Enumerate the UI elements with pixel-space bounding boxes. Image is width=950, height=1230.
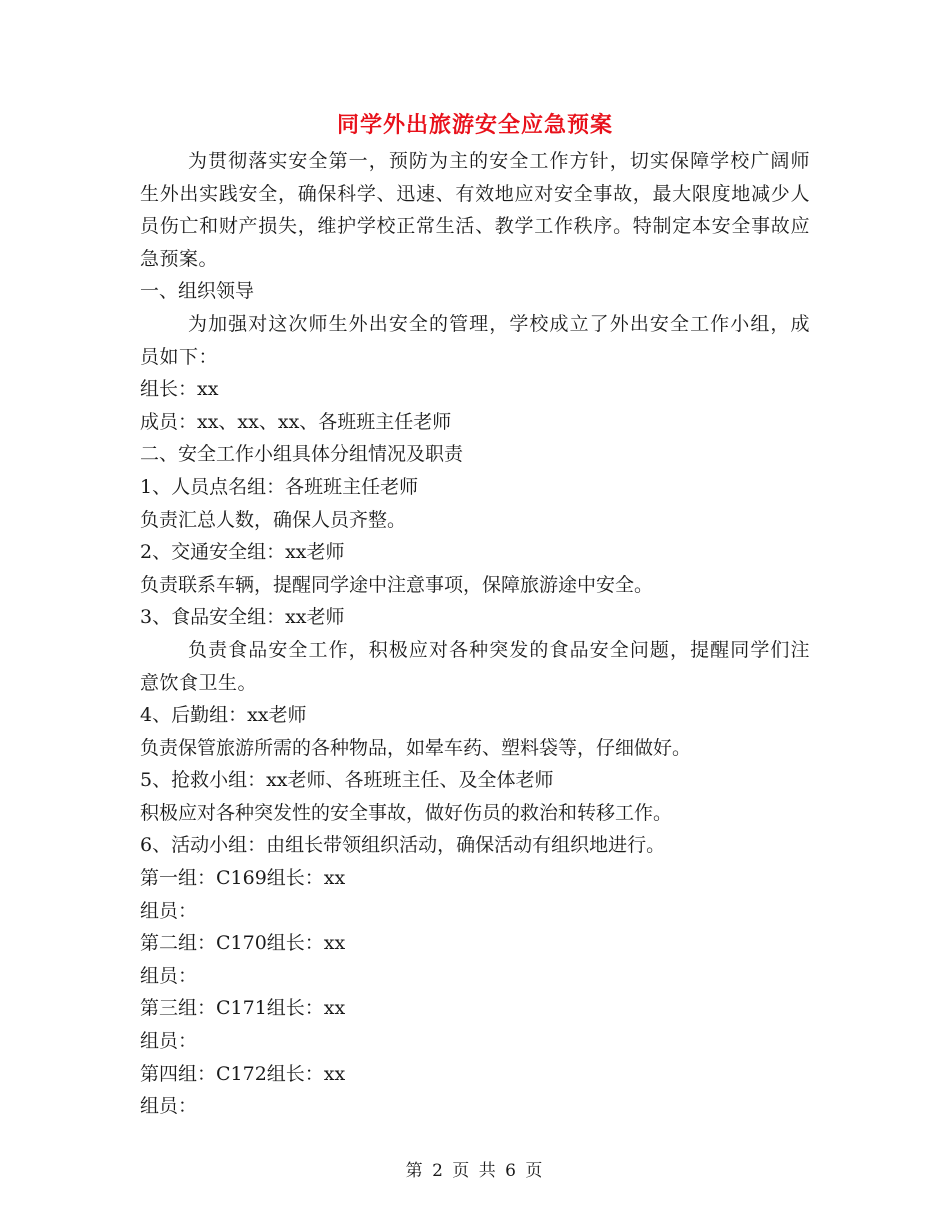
intro-paragraph: 为贯彻落实安全第一，预防为主的安全工作方针，切实保障学校广阔师生外出实践安全，确保科学、迅速、有效地应对安全事故，最大限度地减少人员伤亡和财产损失，维护学校正常生活、教学工作秩序。特制定本安全事故应急预案。 bbox=[140, 150, 810, 270]
group-2-desc: 负责联系车辆，提醒同学途中注意事项，保障旅游途中安全。 bbox=[140, 573, 654, 596]
section-heading-groups: 二、安全工作小组具体分组情况及职责 bbox=[140, 443, 464, 466]
members-line: 成员：xx、xx、xx、各班班主任老师 bbox=[140, 410, 452, 433]
organization-paragraph: 为加强对这次师生外出安全的管理，学校成立了外出安全工作小组，成员如下： bbox=[140, 312, 810, 368]
page-footer: 第 2 页 共 6 页 bbox=[405, 1161, 545, 1181]
group-1-desc: 负责汇总人数，确保人员齐整。 bbox=[140, 508, 407, 531]
group-1-title: 1、人员点名组：各班班主任老师 bbox=[140, 475, 419, 498]
team-4-members: 组员： bbox=[140, 1095, 198, 1118]
document-body bbox=[140, 145, 810, 1123]
group-3-title: 3、食品安全组：xx老师 bbox=[140, 606, 345, 629]
document-title: 同学外出旅游安全应急预案 bbox=[336, 112, 613, 138]
team-2-line: 第二组：C170组长：xx bbox=[140, 932, 346, 955]
team-1-line: 第一组：C169组长：xx bbox=[140, 867, 346, 890]
group-4-title: 4、后勤组：xx老师 bbox=[140, 704, 307, 727]
team-2-members: 组员： bbox=[140, 964, 198, 987]
team-1-members: 组员： bbox=[140, 899, 198, 922]
group-3-desc: 负责食品安全工作，积极应对各种突发的食品安全问题，提醒同学们注意饮食卫生。 bbox=[140, 638, 810, 694]
group-5-title: 5、抢救小组：xx老师、各班班主任、及全体老师 bbox=[140, 769, 554, 792]
group-5-desc: 积极应对各种突发性的安全事故，做好伤员的救治和转移工作。 bbox=[140, 801, 673, 824]
section-heading-organization: 一、组织领导 bbox=[140, 280, 255, 303]
leader-line: 组长：xx bbox=[140, 378, 219, 401]
group-4-desc: 负责保管旅游所需的各种物品，如晕车药、塑料袋等，仔细做好。 bbox=[140, 736, 692, 759]
group-6-title: 6、活动小组：由组长带领组织活动，确保活动有组织地进行。 bbox=[140, 834, 666, 857]
group-2-title: 2、交通安全组：xx老师 bbox=[140, 541, 345, 564]
team-4-line: 第四组：C172组长：xx bbox=[140, 1062, 346, 1085]
team-3-line: 第三组：C171组长：xx bbox=[140, 997, 346, 1020]
team-3-members: 组员： bbox=[140, 1030, 198, 1053]
